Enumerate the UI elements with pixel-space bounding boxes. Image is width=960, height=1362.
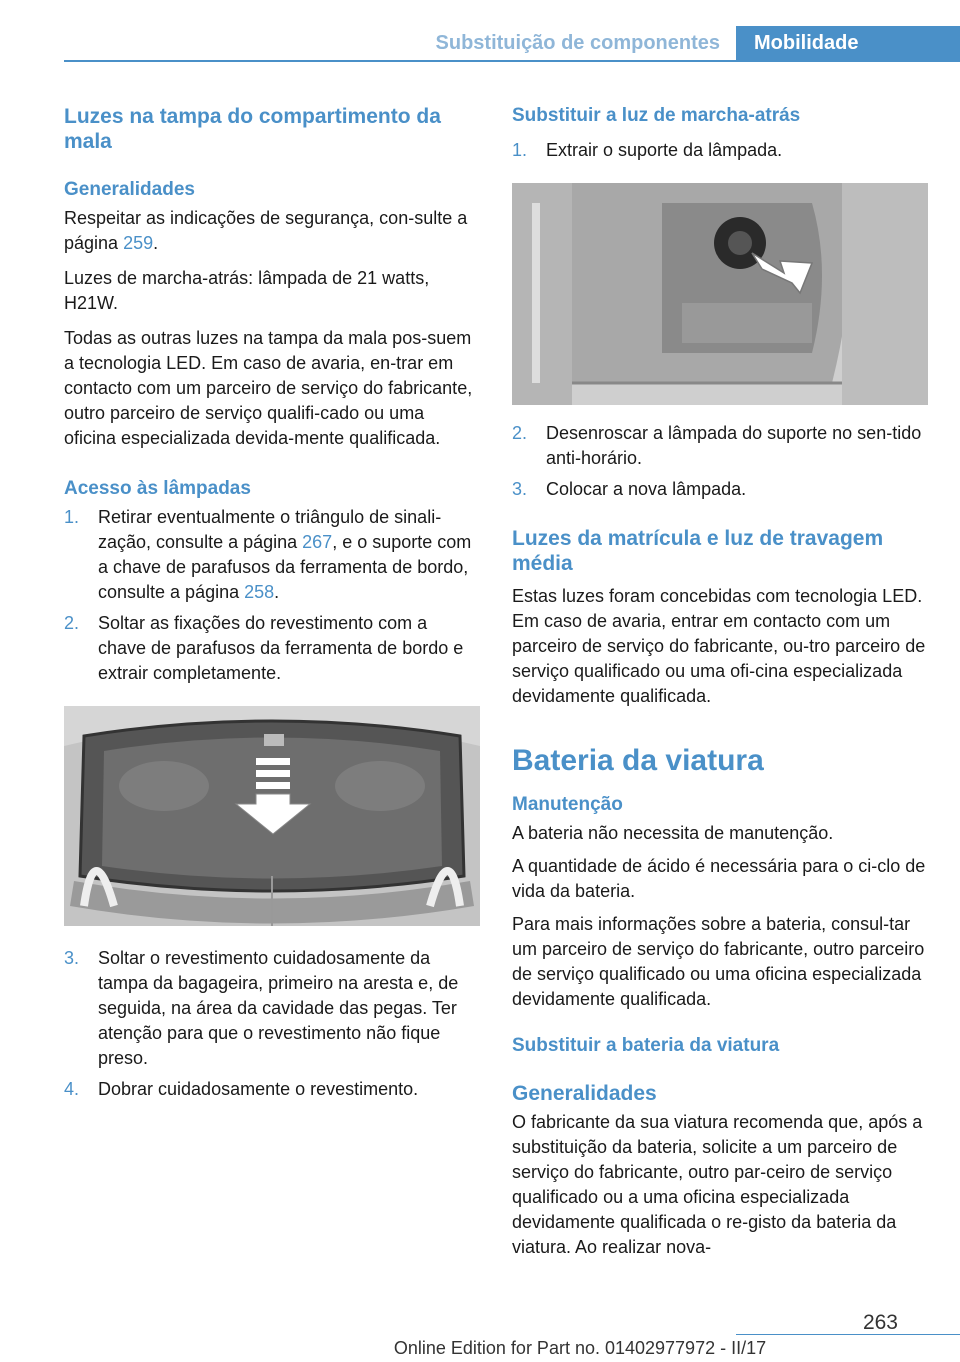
- bulb-holder-illustration: [512, 183, 928, 405]
- step-number: 3.: [512, 479, 528, 499]
- trunk-lid-lights-heading: Luzes na tampa do compartimento da mala: [64, 105, 441, 153]
- edition-text: Online Edition for Part no. 01402977972 - II/17: [393, 1338, 767, 1358]
- access-step-2: [64, 611, 480, 686]
- safety-text: Respeitar as indicações de segurança, con‐sulte a página: [64, 208, 468, 253]
- step-text: .: [274, 582, 280, 602]
- access-step-3: [64, 946, 480, 1071]
- step-text: , e o suporte com a chave de parafusos da ferramenta de bordo, consulte a página: [98, 532, 472, 602]
- step-number: 2.: [512, 423, 528, 443]
- header-chapter-tab[interactable]: Mobilidade: [736, 26, 960, 60]
- bulb-holder-svg: [512, 183, 928, 405]
- safety-paragraph: [64, 206, 480, 256]
- step-text: Dobrar cuidadosamente o revestimento.: [98, 1079, 419, 1099]
- battery-heading: Bateria da viatura: [512, 744, 764, 777]
- step-text: Colocar a nova lâmpada.: [546, 479, 747, 499]
- step-number: 1.: [64, 507, 80, 527]
- general-heading-2: Generalidades: [512, 1082, 657, 1105]
- right-column: [512, 100, 928, 1260]
- step-number: 2.: [64, 613, 80, 633]
- plate-lights-heading: Luzes da matrícula e luz de travagem média: [512, 527, 884, 575]
- maintenance-paragraph-1: A bateria não necessita de manutenção.: [512, 823, 834, 843]
- page-link-259[interactable]: 259: [123, 233, 154, 253]
- access-steps-continued: [64, 946, 480, 1102]
- reverse-bulb-paragraph: Luzes de marcha-atrás: lâmpada de 21 watts, H21W.: [64, 268, 430, 313]
- page-number: 263: [862, 1311, 898, 1334]
- led-paragraph: Todas as outras luzes na tampa da mala pos‐suem a tecnologia LED. Em caso de avaria, en‐trar em contacto com um parceiro de serviço do fabricante, outro parceiro de serviço qualifi‐cado ou uma oficina especializada devida‐mente qualificada.: [64, 328, 473, 448]
- footer-edition: [0, 1338, 960, 1359]
- left-column: [64, 100, 480, 1102]
- step-number: 4.: [64, 1079, 80, 1099]
- plate-lights-paragraph: Estas luzes foram concebidas com tecnologia LED. Em caso de avaria, entrar em contacto com um parceiro de serviço do fabricante, ou‐tro parceiro de serviço qualificado ou uma ofi‐cina especializada devidamente qualificada.: [512, 586, 926, 706]
- step-text: Extrair o suporte da lâmpada.: [546, 140, 783, 160]
- step-number: 3.: [64, 948, 80, 968]
- replace-battery-heading: Substituir a bateria da viatura: [512, 1035, 780, 1056]
- page-link-267[interactable]: 267: [302, 532, 333, 552]
- safety-text-end: .: [153, 233, 159, 253]
- maintenance-paragraph-2: A quantidade de ácido é necessária para o ci‐clo de vida da bateria.: [512, 856, 926, 901]
- step-number: 1.: [512, 140, 528, 160]
- access-step-1: [64, 505, 480, 605]
- access-steps: [64, 505, 480, 686]
- access-step-4: [64, 1077, 480, 1102]
- trunk-lid-svg: [64, 706, 480, 926]
- bulb-access-heading: Acesso às lâmpadas: [64, 478, 251, 499]
- maintenance-heading: Manutenção: [512, 794, 623, 815]
- header-divider: [64, 60, 960, 62]
- reverse-steps-continued: [512, 421, 928, 502]
- general-heading: Generalidades: [64, 179, 195, 200]
- reverse-steps: [512, 138, 928, 163]
- replace-general-paragraph: O fabricante da sua viatura recomenda que, após a substituição da bateria, solicite a um parceiro de serviço do fabricante, outro par‐ceiro de serviço qualificado ou a uma oficina especializada devidamente qualificada o re‐gisto da bateria da viatura. Ao realizar nova-: [512, 1112, 923, 1257]
- reverse-step-3: [512, 477, 928, 502]
- header-section-title: Substituição de componentes: [435, 32, 720, 54]
- page-link-258[interactable]: 258: [244, 582, 275, 602]
- step-text: Desenroscar a lâmpada do suporte no sen‐tido anti-horário.: [546, 423, 922, 468]
- trunk-lid-illustration: [64, 706, 480, 926]
- step-text: Soltar as fixações do revestimento com a chave de parafusos da ferramenta de bordo e extrair completamente.: [98, 613, 464, 683]
- step-text: Soltar o revestimento cuidadosamente da tampa da bagageira, primeiro na aresta e, de seguida, na área da cavidade das pegas. Ter atenção para que o revestimento não fique preso.: [98, 948, 459, 1068]
- reverse-step-1: [512, 138, 928, 163]
- step-text: Retirar eventualmente o triângulo de sinali‐zação, consulte a página: [98, 507, 442, 552]
- maintenance-paragraph-3: Para mais informações sobre a bateria, consul‐tar um parceiro de serviço do fabricante, outro parceiro de serviço qualificado ou uma oficina especializada devidamente qualificada.: [512, 914, 925, 1009]
- footer-divider: [736, 1334, 960, 1335]
- reverse-light-heading: Substituir a luz de marcha-atrás: [512, 105, 801, 126]
- reverse-step-2: [512, 421, 928, 471]
